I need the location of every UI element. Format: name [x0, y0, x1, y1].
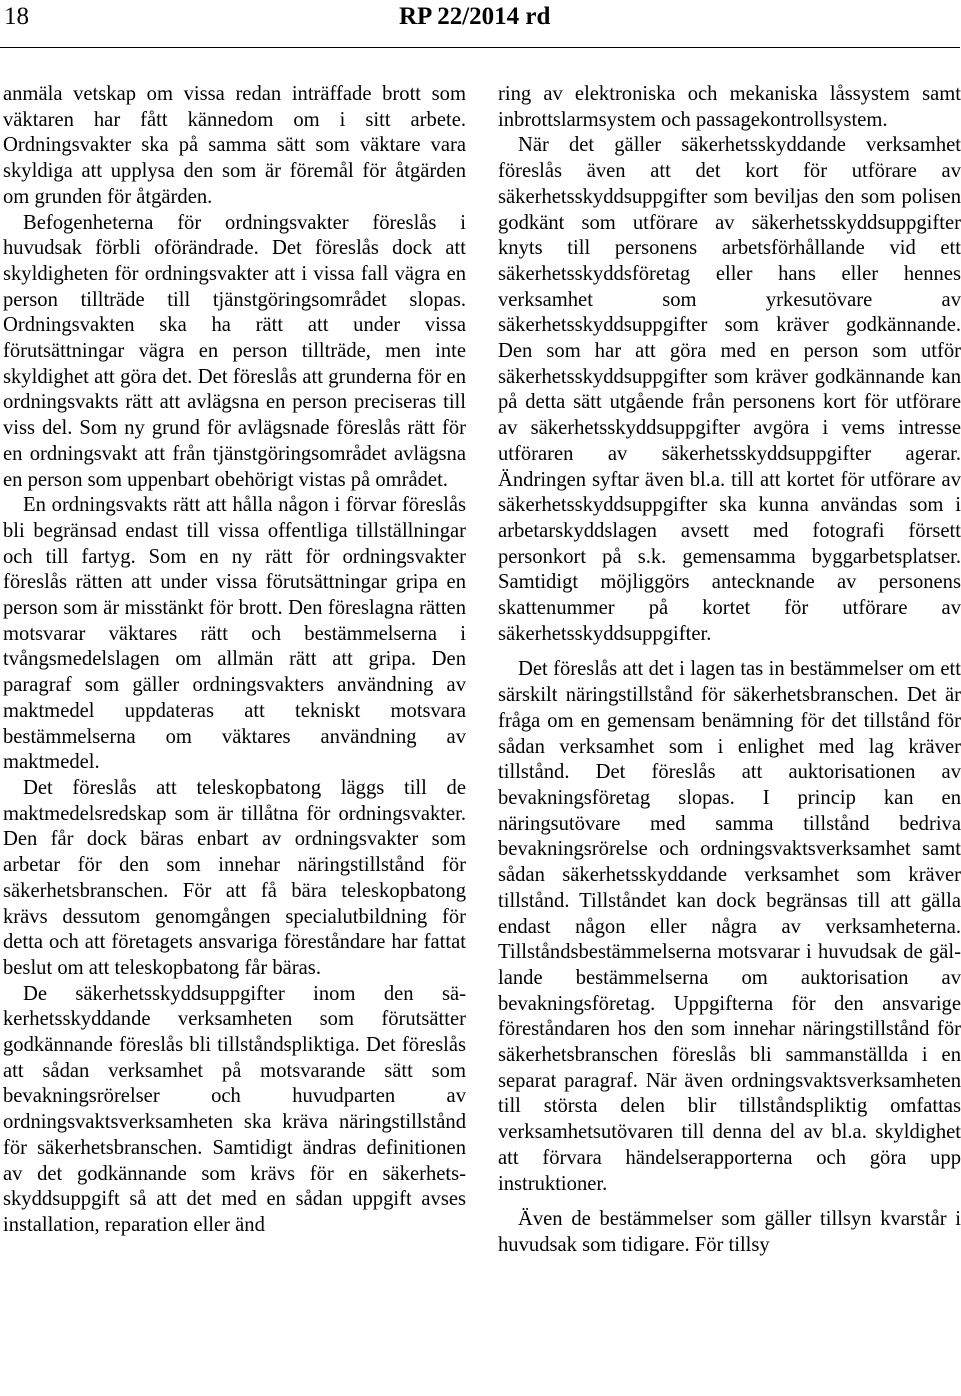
paragraph: Det föreslås att det i lagen tas in bestämmelser om ett särskilt näringstillstånd för säkerhetsbranschen. Det är fråga om en gemensam benämning för det tillstånd för sådan verksamhet som i enlighet med lag kräver tillstånd. Det föreslås att auktorisationen av bevakningsföretag slopas. I princip kan en näringsutövare med samma tillstånd bedriva bevakningsrörelse och ordningsvaktsverksamhet samt sådan säkerhetsskyddande verksamhet som kräver tillstånd. Tillståndet kan dock begränsas till att gälla endast någon eller några av verksamheterna. Tillståndsbestämmelserna motsvarar i huvudsak de gällande bestämmelserna om auktorisation av bevakningsföretag. Uppgifterna för den ansvarige föreståndaren hos den som innehar näringstillstånd för säkerhetsbranschen föreslås bli sammanställda i en separat paragraf. När även ordningsvaktsverksamheten till största delen blir tillståndspliktig omfattas verksamhetsutövaren till denna del av bl.a. skyldighet att förvara händelserapporterna och göra upp instruktioner.: [498, 658, 961, 1195]
paragraph: När det gäller säkerhetsskyddande verksamhet föreslås även att det kort för utförare av säkerhetsskyddsuppgifter som beviljas den som polisen godkänt som utförare av säkerhetsskyddsuppgifter knyts till personens arbetsförhållande vid ett säkerhetsskyddsföretag eller hans eller hennes verksamhet som yrkesutövare av säkerhetsskyddsuppgifter som kräver godkännande. Den som har att göra med en person som utför säkerhetsskyddsuppgifter som kräver godkännande kan på detta sätt utgående från personens kort för utförare av säkerhetsskyddsuppgifter avgöra i vems intresse utföraren av säkerhetsskyddsuppgifter agerar. Ändringen syftar även bl.a. till att kortet för utförare av säkerhetsskyddsuppgifter ska kunna användas som i arbetarskyddslagen avsett med fotografi försett personkort på s.k. gemensamma byggarbetsplatser. Samtidigt möjliggörs antecknande av personens skattenummer på kortet för utförare av säkerhetsskyddsuppgifter.: [498, 134, 961, 645]
left-text-column: [3, 82, 466, 1239]
page-number: 18: [4, 3, 29, 30]
right-text-column: [498, 82, 961, 1259]
paragraph: Befogenheterna för ordningsvakter föreslås i huvudsak förbli oförändrade. Det föreslås dock att skyldigheten för ordningsvakter att i vissa fall vägra en person tillträde till tjänstgöringsområdet slopas. Ordningsvakten ska ha rätt att under vissa förutsättningar vägra en person tillträde, men inte skyldighet att göra det. Det föreslås att grunderna för en ordningsvakts rätt att avlägsna en person preciseras till viss del. Som ny grund för avlägsnade föreslås rätt för en ordningsvakt att från tjänstgöringsområdet avlägsna en person som uppenbart obehörigt vistas på området.: [3, 211, 466, 491]
paragraph: ring av elektroniska och mekaniska låssystem samt inbrottslarmsystem och passagekontrollsystem.: [498, 83, 961, 131]
paragraph: En ordningsvakts rätt att hålla någon i förvar föreslås bli begränsad endast till vissa offentliga tillställningar och till fartyg. Som en ny rätt för ordningsvakter föreslås rätten att under vissa förutsättningar gripa en person som är misstänkt för brott. Den föreslagna rätten motsvarar väktares rätt och bestämmelserna i tvångsmedelslagen om allmän rätt att gripa. Den paragraf som gäller ordningsvakters användning av maktmedel uppdateras att tekniskt motsvara bestämmelserna om väktares användning av maktmedel.: [3, 494, 466, 774]
page-header: [0, 0, 960, 52]
paragraph: anmäla vetskap om vissa redan inträffade brott som väktaren har fått kännedom om i sitt arbete. Ordningsvakter ska på samma sätt som väktare vara skyldiga att upplysa den som är föremål för åtgärden om grunden för åtgärden.: [3, 83, 466, 208]
header-divider: [0, 47, 960, 48]
paragraph: De säkerhetsskyddsuppgifter inom den säkerhetsskyddande verksamheten som förutsätter godkännande föreslås bli tillståndspliktiga. Det föreslås att sådan verksamhet på motsvarande sätt som bevakningsrörelser och huvudparten av ordningsvaktsverksamheten ska kräva näringstillstånd för säkerhetsbranschen. Samtidigt ändras definitionen av det godkännande som krävs för en säkerhetsskyddsuppgift så att det med en sådan uppgift avses installation, reparation eller änd: [3, 982, 466, 1236]
paragraph: Det föreslås att teleskopbatong läggs till de maktmedelsredskap som är tillåtna för ordningsvakter. Den får dock bäras enbart av ordningsvakter som arbetar för den som innehar näringstillstånd för säkerhetsbranschen. För att få bära teleskopbatong krävs dessutom genomgången specialutbildning för detta och att företagets ansvariga föreståndare har fattat beslut om att teleskopbatong får bäras.: [3, 776, 466, 979]
document-reference: RP 22/2014 rd: [399, 3, 551, 30]
paragraph: Även de bestämmelser som gäller tillsyn kvarstår i huvudsak som tidigare. För tillsy: [498, 1208, 961, 1256]
